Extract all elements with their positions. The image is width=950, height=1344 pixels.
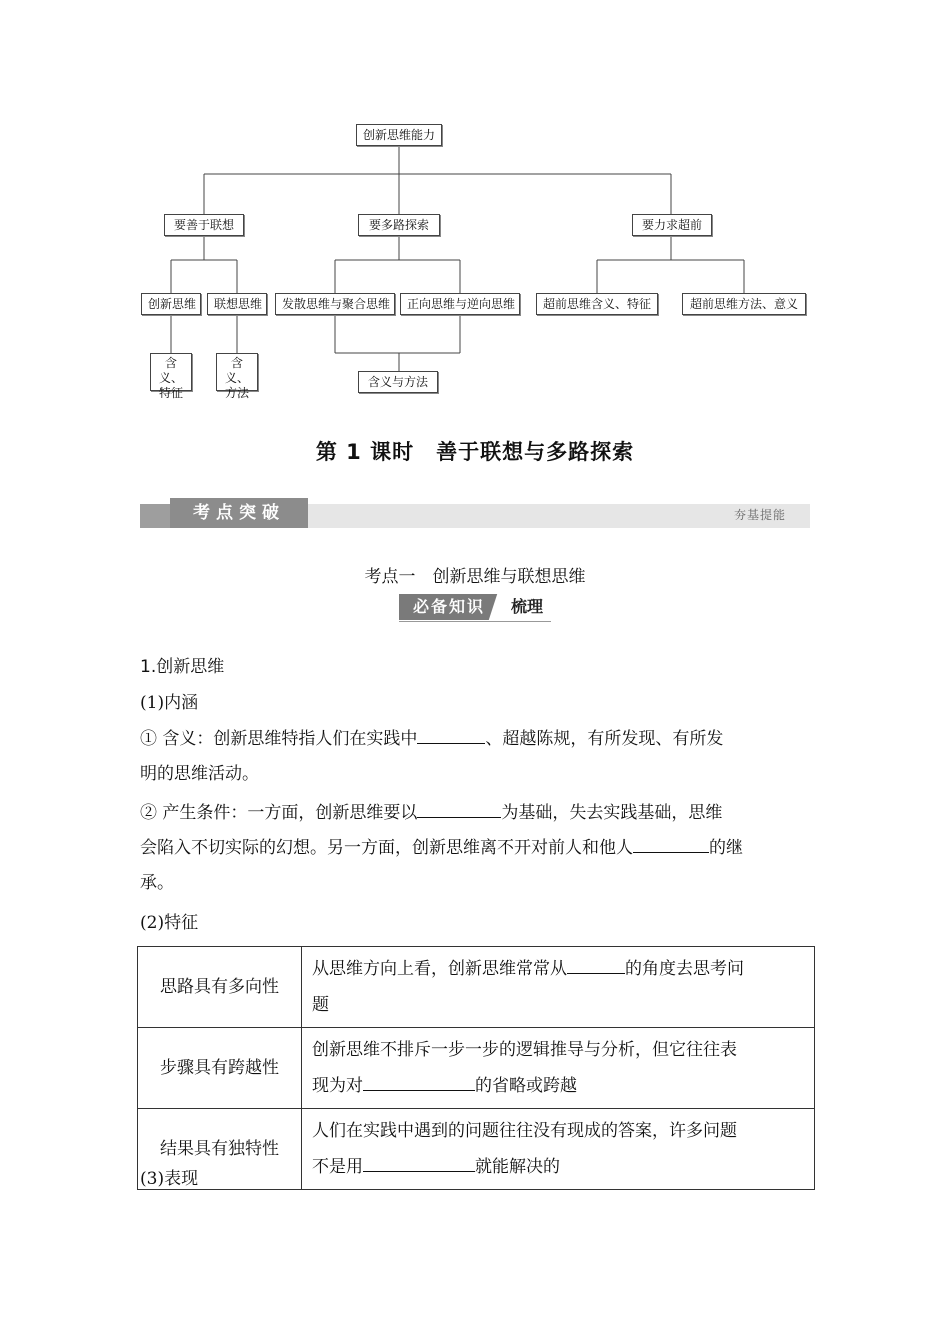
table-cell-value bbox=[302, 947, 815, 1028]
cell-text: 的角度去思考问 bbox=[625, 959, 744, 979]
cell-text: 不是用 bbox=[312, 1157, 363, 1177]
conditions-text-d: 的继 bbox=[709, 838, 743, 858]
paragraph-conditions bbox=[140, 796, 815, 901]
mindmap-node-advance-meaning: 超前思维含义、特征 bbox=[536, 293, 658, 315]
mindmap-branch-association: 要善于联想 bbox=[164, 214, 244, 236]
table-cell-key: 思路具有多向性 bbox=[138, 947, 302, 1028]
paragraph-meaning bbox=[140, 722, 815, 792]
knowledge-tag-underline bbox=[399, 621, 551, 622]
mindmap-leaf-associative: 含义、方法 bbox=[216, 353, 258, 391]
mindmap-leaf-multipath: 含义与方法 bbox=[358, 371, 438, 393]
mind-map bbox=[0, 0, 950, 400]
features-table bbox=[137, 946, 815, 1190]
conditions-text-e: 承。 bbox=[140, 873, 174, 893]
meaning-text-b: 、超越陈规，有所发现、有所发 bbox=[485, 729, 724, 749]
table-row bbox=[138, 947, 815, 1028]
fill-blank[interactable] bbox=[633, 832, 709, 853]
cell-text: 就能解决的 bbox=[475, 1157, 560, 1177]
cell-text: 从思维方向上看，创新思维常常从 bbox=[312, 959, 567, 979]
knowledge-tag bbox=[399, 594, 551, 620]
knowledge-tag-dark: 必备知识 bbox=[399, 594, 499, 620]
cell-text: 现为对 bbox=[312, 1076, 363, 1096]
mindmap-node-advance-method: 超前思维方法、意义 bbox=[682, 293, 806, 315]
cell-text: 人们在实践中遇到的问题往往没有现成的答案，许多问题 bbox=[312, 1121, 737, 1141]
table-cell-key: 结果具有独特性 bbox=[138, 1109, 302, 1190]
cell-text: 的省略或跨越 bbox=[475, 1076, 577, 1096]
heading-creative-thinking: 1.创新思维 bbox=[140, 657, 225, 677]
mindmap-node-forward-reverse: 正向思维与逆向思维 bbox=[400, 293, 520, 315]
conditions-text-c: 会陷入不切实际的幻想。另一方面，创新思维离不开对前人和他人 bbox=[140, 838, 633, 858]
mind-map-connectors bbox=[0, 0, 950, 400]
mindmap-branch-advance: 要力求超前 bbox=[632, 214, 712, 236]
lesson-title: 第 1 课时 善于联想与多路探索 bbox=[315, 440, 635, 464]
knowledge-tag-light: 梳理 bbox=[510, 597, 543, 616]
cell-text: 创新思维不排斥一步一步的逻辑推导与分析，但它往往表 bbox=[312, 1040, 737, 1060]
mindmap-node-associative-thinking: 联想思维 bbox=[207, 293, 267, 315]
fill-blank[interactable] bbox=[417, 723, 485, 744]
table-cell-value bbox=[302, 1028, 815, 1109]
section-banner bbox=[140, 498, 810, 530]
fill-blank[interactable] bbox=[417, 797, 501, 818]
table-row bbox=[138, 1028, 815, 1109]
meaning-text-c: 明的思维活动。 bbox=[140, 764, 259, 784]
conditions-text-b: 为基础，失去实践基础，思维 bbox=[501, 803, 723, 823]
cell-text: 题 bbox=[312, 995, 329, 1015]
subheading-connotation: (1)内涵 bbox=[140, 693, 199, 713]
meaning-text-a: ① 含义：创新思维特指人们在实践中 bbox=[140, 729, 418, 749]
subheading-expression: (3)表现 bbox=[140, 1169, 199, 1189]
mindmap-root: 创新思维能力 bbox=[356, 124, 442, 146]
table-cell-key: 步骤具有跨越性 bbox=[138, 1028, 302, 1109]
mindmap-node-divergent-convergent: 发散思维与聚合思维 bbox=[275, 293, 395, 315]
subheading-features: (2)特征 bbox=[140, 913, 199, 933]
banner-tab-label: 考点突破 bbox=[170, 498, 308, 528]
mindmap-branch-multipath: 要多路探索 bbox=[358, 214, 440, 236]
fill-blank[interactable] bbox=[363, 1070, 475, 1091]
fill-blank[interactable] bbox=[567, 953, 625, 974]
section-title: 考点一 创新思维与联想思维 bbox=[364, 567, 586, 587]
banner-right-label: 夯基提能 bbox=[733, 508, 786, 522]
mindmap-leaf-creative: 含义、特征 bbox=[150, 353, 192, 391]
banner-accent bbox=[140, 504, 170, 528]
conditions-text-a: ② 产生条件：一方面，创新思维要以 bbox=[140, 803, 418, 823]
mindmap-node-creative-thinking: 创新思维 bbox=[141, 293, 201, 315]
